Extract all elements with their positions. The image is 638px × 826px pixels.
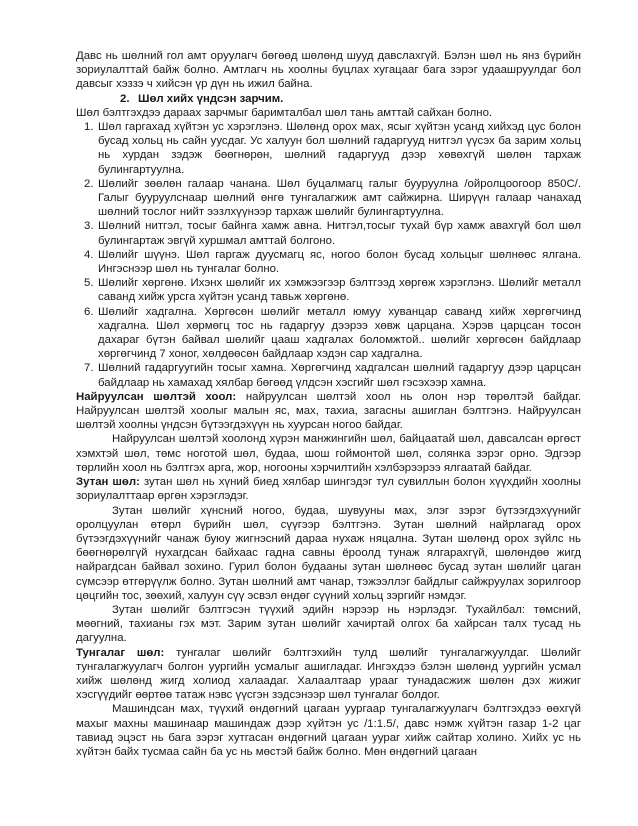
list-text: Шөлийг шүүнэ. Шөл гаргаж дуусмагц яс, ногоо болон бусад хольцыг шөлнөөс ялгана. Ингэснээр шөл нь тунгалаг болно. [98, 248, 581, 276]
puree-soup-paragraph [76, 475, 581, 503]
list-number: 4. [84, 248, 94, 261]
list-number: 1. [84, 121, 94, 134]
nutritious-soup-examples: Найруулсан шөлтэй хоолонд хүрэн манжингийн шөл, байцаатай шөл, давсалсан өргөст хэмхтэй шөл, төмс ноготой шөл, будаа, шош гоймонтой шөл, солянка зэрэг орно. Эдгээр төрлийн хоол нь бэлтгэх арга, жор, ногооны хэрчилтийн хэлбэрээрээ ялгаатай байдаг. [76, 433, 581, 474]
list-text: Шөл гаргахад хүйтэн ус хэрэглэнэ. Шөлөнд орох мах, ясыг хүйтэн усанд хийхэд цус болон бусад хольц нь сайн уусдаг. Ус халуун бол шөлний гадаргууд нитгэл үүсэх ба зарим хольц нь хурдан зэдэж бөөгнөрөн, шөлний гадаргууд дээр хөвөхгүй шөлөн тархаж булингартуулна. [98, 121, 581, 176]
section-title: Шөл хийх үндсэн зарчим. [138, 92, 284, 105]
list-item [76, 120, 581, 177]
list-item [76, 219, 581, 247]
principles-list [76, 120, 581, 390]
list-item [76, 276, 581, 304]
list-text: Шөлийг хадгална. Хөргөсөн шөлийг металл юмуу хуванцар саванд хийж хөргөгчинд хадгална. Шөл хөрмөгц тос нь гадаргуу дээрээ хөвж царцана. Хэрэв царцсан тосон дахараг бүтэн байвал шөлийг цааш хадгалах боломжтой.. шөлийг хөргөсөн байдлаар хөргөгчинд 7 хоног, хөлдөөсөн байдлаар хэдэн сар хадгална. [98, 305, 581, 361]
list-item [76, 177, 581, 220]
list-item [76, 248, 581, 276]
puree-soup-text: зутан шөл нь хүний биед хялбар шингэдэг тул сувиллын болон хүүхдийн хоолны зориулалттаар өргөн хэрэглэдэг. [76, 476, 581, 503]
clear-soup-term: Тунгалаг шөл: [76, 646, 165, 659]
list-number: 3. [84, 220, 94, 233]
list-number: 7. [84, 362, 94, 375]
clear-soup-paragraph [76, 646, 581, 703]
clear-soup-text: тунгалаг шөлийг бэлтгэхийн тулд шөлийг тунгалагжуулдаг. Шөлийг тунгалагжуулагч болгон уургийн усмалыг ашигладаг. Ингэхдээ бэлэн шөлөнд уургийн усмал хийж шөлөнд жигд холиод халаадаг. Халаалтаар урааг тунадасжиж шөлөн дэх жижиг хэсгүүдийг өөртөө татаж нэвс үүсгэн зэдсэнээр шөл тунгалаг болдог. [76, 646, 582, 702]
principles-intro: Шөл бэлтгэхдээ дараах зарчмыг баримталбал шөл тань амттай сайхан болно. [76, 106, 493, 119]
list-text: Шөлийг хөргөнө. Ихэнх шөлийг их хэмжээгээр бэлтгээд хөргөж хэрэглэнэ. Шөлийг металл саванд хийж урсга хүйтэн усанд тавьж хөргөнө. [98, 277, 581, 304]
section-heading [76, 92, 581, 106]
list-text: Шөлний нитгэл, тосыг байнга хамж авна. Нитгэл,тосыг тухай бүр хамж авахгүй бол шөл булингартаж эвгүй хуршмал амттай болгоно. [98, 220, 581, 247]
nutritious-soup-paragraph [76, 390, 581, 433]
list-text: Шөлний гадаргуугийн тосыг хамна. Хөргөгчинд хадгалсан шөлний гадаргуу дээр царцсан байдлаар нь хамахад хялбар бөгөөд үлдсэн хэсгийг шөл гэсэхээр хамна. [98, 362, 581, 389]
list-number: 5. [84, 277, 94, 290]
puree-soup-method: Зутан шөлийг хүнсний ногоо, будаа, шувууны мах, элэг зэрэг бүтээгдэхүүнийг оролцуулан өтөрл бүрийн шөл, сүүгээр бэлтгэнэ. Зутан шөлний найрлагад орох бүтээгдэхүүнийг чанаж буюу жигнэсний дараа нухаж няцална. Зутан шөлөнд орох зүйлс нь бөөгнөрөлгүй нухагдсан байхаас гадна савны ёроолд тунаж ялгарахгүй, шөлөндөө жигд найрагдсан байвал зохино. Гурил болон будааны зутан шөлнөөс бусад зутан шөлийг цаган сүмсээр өтгөрүүлж болно. Зутан шөлний амт чанар, тэжээллэг байдлыг сайжруулах зорилгоор цөцгийн тос, зөөхий, халуун сүү эсвэл өндөг сүүний хольц зэргийг нэмдэг. [76, 504, 581, 602]
list-item [76, 361, 581, 389]
intro-paragraph: Давс нь шөлний гол амт оруулагч бөгөөд шөлөнд шууд давслахгүй. Бэлэн шөл нь янз бүрийн зориулалттай байж болно. Амтлагч нь хоолны буцлах хугацааг бага зэрэг удаашруулдаг бол давсыг хэззэ ч хийсэн үр дүн нь ижил байна. [76, 50, 581, 91]
puree-soup-naming: Зутан шөлийг бэлтгэсэн түүхий эдийн нэрээр нь нэрлэдэг. Тухайлбал: төмсний, мөөгний, тахианы гэх мэт. Зарим зутан шөлийг хачиртай олгох ба хайрсан талх тусад нь дагуулна. [76, 603, 581, 645]
nutritious-soup-text: найруулсан шөлтэй хоол нь олон нэр төрөлтэй байдаг. Найруулсан шөлтэй хоолыг малын яс, мах, тахиа, загасны ашиглан бэлтгэнэ. Найруулсан шөлтэй хоолны үндсэн бүтээгдэхүүн нь хуурсан ногоо байдаг. [76, 390, 581, 432]
puree-soup-term: Зутан шөл: [76, 476, 140, 489]
list-number: 6. [84, 305, 94, 318]
nutritious-soup-term: Найруулсан шөлтэй хоол: [76, 390, 237, 403]
clear-soup-method: Машиндсан мах, түүхий өндөгний цагаан уургаар тунгалагжуулагч бэлтгэхдээ өөхгүй махыг махны машинаар машиндаж дээр хүйтэн ус /1:1.5/, давс нэмж хүйтэн газар 1-2 цаг тавиад эцэст нь бага зэрэг хутгасан өндөгний цагаан уураг хийж сайтар холино. Хийх ус нь хүйтэн байх тусмаа сайн ба ус нь мөстэй байж болно. Мөн өндөгний цагаан [76, 703, 581, 758]
list-text: Шөлийг зөөлөн галаар чанана. Шөл буцалмагц галыг бууруулна /ойролцоогоор 850С/. Галыг бууруулснаар шөлний өнгө тунгалагжиж амт сайжирна. Ширүүн галаар чанахад шөлний тослог нийт ээзлхүүнээр тархаж шөлийг булингартуулна. [98, 177, 581, 219]
list-item [76, 305, 581, 362]
section-number: 2. [120, 92, 130, 105]
list-number: 2. [84, 177, 94, 190]
